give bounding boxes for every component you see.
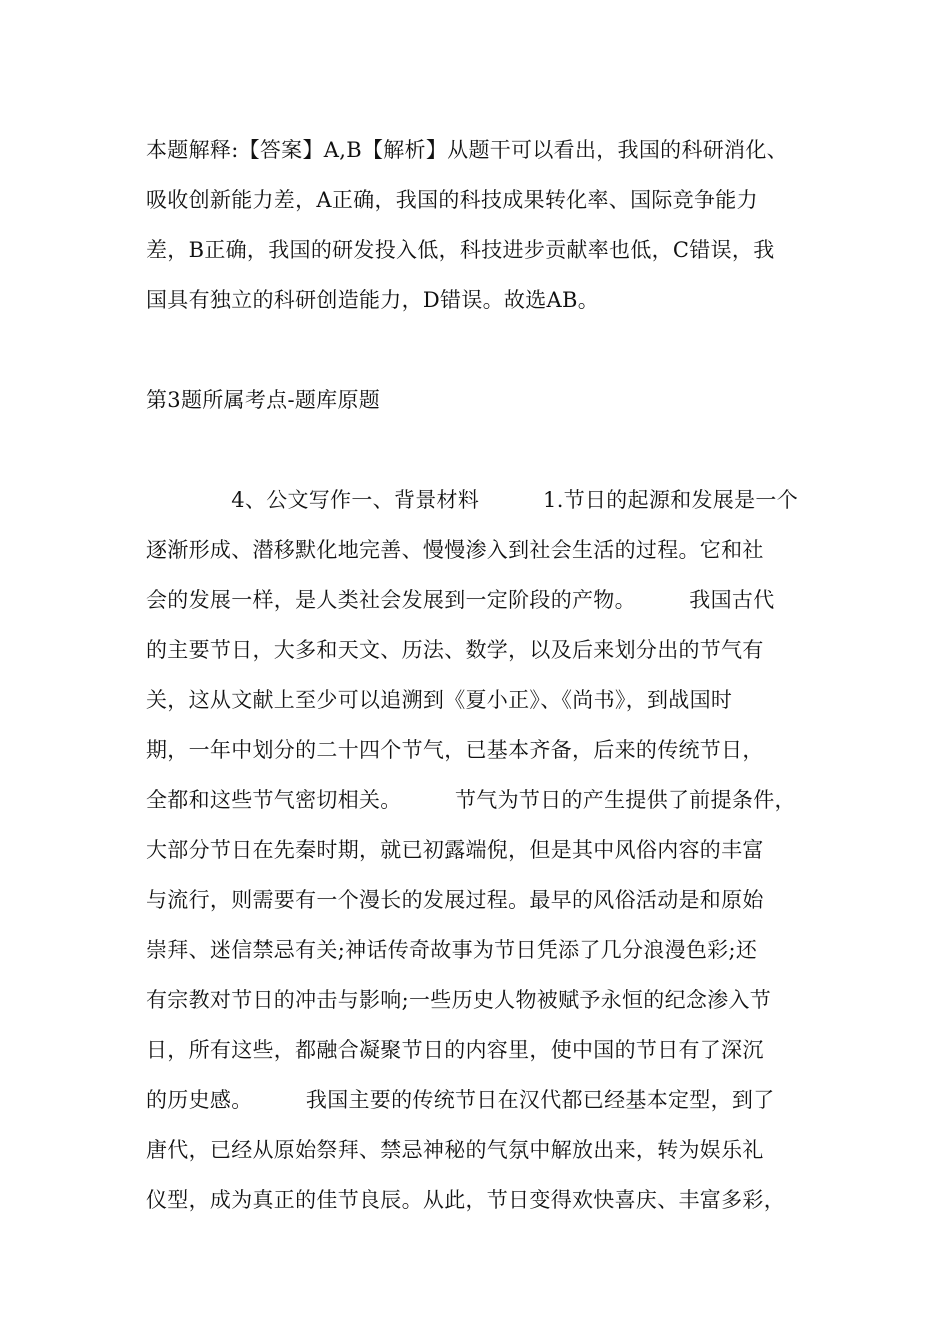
answer-line-1: 本题解释:【答案】A,B【解析】从题干可以看出，我国的科研消化、 (146, 138, 788, 162)
question-line-3: 会的发展一样，是人类社会发展到一定阶段的产物。 我国古代 (146, 588, 775, 612)
answer-line-4: 国具有独立的科研创造能力，D错误。故选AB。 (146, 288, 600, 312)
question-line-8: 大部分节日在先秦时期，就已初露端倪，但是其中风俗内容的丰富 (146, 838, 764, 862)
question-line-9: 与流行，则需要有一个漫长的发展过程。最早的风俗活动是和原始 (146, 888, 764, 912)
question-line-5: 关，这从文献上至少可以追溯到《夏小正》、《尚书》，到战国时 (146, 688, 733, 712)
question-line-7: 全都和这些节气密切相关。 节气为节日的产生提供了前提条件， (146, 788, 796, 812)
question-line-2: 逐渐形成、潜移默化地完善、慢慢渗入到社会生活的过程。它和社 (146, 538, 764, 562)
question-line-12: 日，所有这些，都融合凝聚节日的内容里，使中国的节日有了深沉 (146, 1038, 764, 1062)
topic-line: 第3题所属考点-题库原题 (146, 388, 381, 412)
question-line-1: 4、公文写作一、背景材料 1.节日的起源和发展是一个 (146, 488, 798, 512)
question-line-10: 崇拜、迷信禁忌有关;神话传奇故事为节日凭添了几分浪漫色彩;还 (146, 938, 758, 962)
question-line-4: 的主要节日，大多和天文、历法、数学，以及后来划分出的节气有 (146, 638, 764, 662)
answer-line-2: 吸收创新能力差，A正确，我国的科技成果转化率、国际竞争能力 (146, 188, 758, 212)
question-line-6: 期，一年中划分的二十四个节气，已基本齐备，后来的传统节日， (146, 738, 764, 762)
question-line-13: 的历史感。 我国主要的传统节日在汉代都已经基本定型，到了 (146, 1088, 775, 1112)
question-line-15: 仪型，成为真正的佳节良辰。从此，节日变得欢快喜庆、丰富多彩， (146, 1188, 785, 1212)
answer-line-3: 差，B正确，我国的研发投入低，科技进步贡献率也低，C错误，我 (146, 238, 775, 262)
question-line-11: 有宗教对节日的冲击与影响;一些历史人物被赋予永恒的纪念渗入节 (146, 988, 772, 1012)
question-line-14: 唐代，已经从原始祭拜、禁忌神秘的气氛中解放出来，转为娱乐礼 (146, 1138, 764, 1162)
